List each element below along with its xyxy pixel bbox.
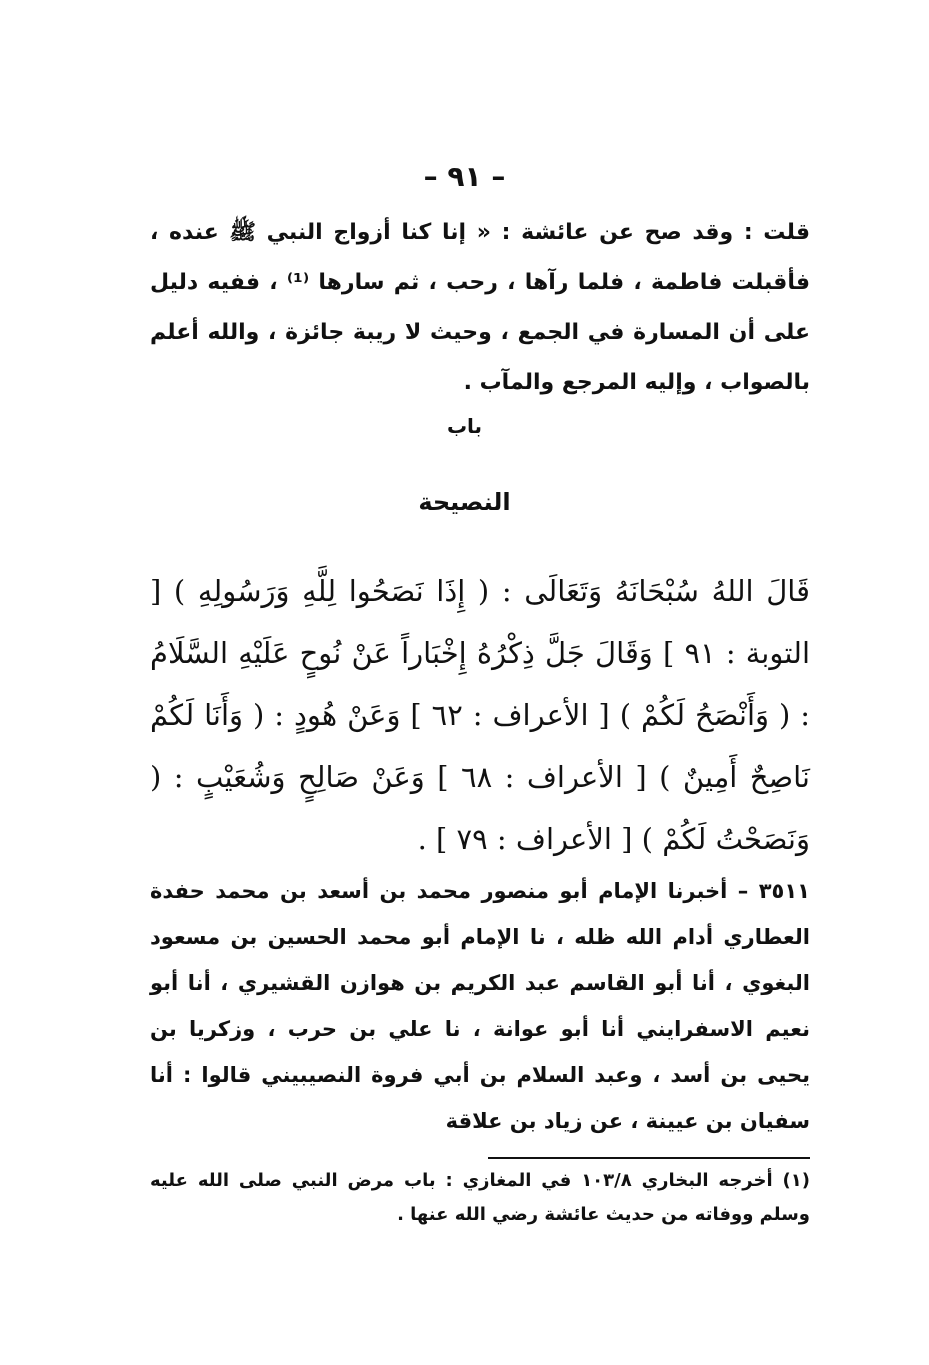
chapter-heading: باب: [446, 414, 483, 438]
footnote-divider: [488, 1157, 810, 1159]
chapter-title: النصيحة: [418, 488, 511, 516]
footnote: (١) أخرجه البخاري ١٠٣/٨ في المغازي : باب مرض النبي صلى الله عليه وسلم ووفاته من حديث عائشة رضي الله عنها .: [150, 1170, 810, 1225]
hadith-chain-paragraph: ٣٥١١ – أخبرنا الإمام أبو منصور محمد بن أسعد بن محمد حفدة العطاري أدام الله ظله ، نا الإمام أبو محمد الحسين بن مسعود البغوي ، أنا أبو القاسم عبد الكريم بن هوازن القشيري ، أنا أبو نعيم الاسفرايني أنا أبو عوانة ، نا علي بن حرب ، وزكريا بن يحيى بن أسد ، وعبد السلام بن أبي فروة النصيبيني قالوا : أنا سفيان بن عيينة ، عن زياد بن علاقة: [150, 879, 810, 1133]
intro-paragraph: قلت : وقد صح عن عائشة : « إنا كنا أزواج النبي ﷺ عنده ، فأقبلت فاطمة ، فلما رآها ، رحب ، ثم سارها ⁽¹⁾ ، ففيه دليل على أن المسارة في الجمع ، وحيث لا ريبة جائزة ، والله أعلم بالصواب ، وإليه المرجع والمآب .: [150, 220, 810, 395]
quran-verses-paragraph: قَالَ اللهُ سُبْحَانَهُ وَتَعَالَى : ( إِذَا نَصَحُوا لِلَّهِ وَرَسُولِهِ ) [ التوبة : ٩١ ] وَقَالَ جَلَّ ذِكْرُهُ إِخْبَاراً عَنْ نُوحٍ عَلَيْهِ السَّلَامُ : ( وَأَنْصَحُ لَكُمْ ) [ الأعراف : ٦٢ ] وَعَنْ هُودٍ : ( وَأَنَا لَكُمْ نَاصِحٌ أَمِينٌ ) [ الأعراف : ٦٨ ] وَعَنْ صَالِحٍ وَشُعَيْبٍ : ( وَنَصَحْتُ لَكُمْ ) [ الأعراف : ٧٩ ] .: [150, 574, 811, 856]
page-number: – ٩١ –: [423, 160, 506, 193]
